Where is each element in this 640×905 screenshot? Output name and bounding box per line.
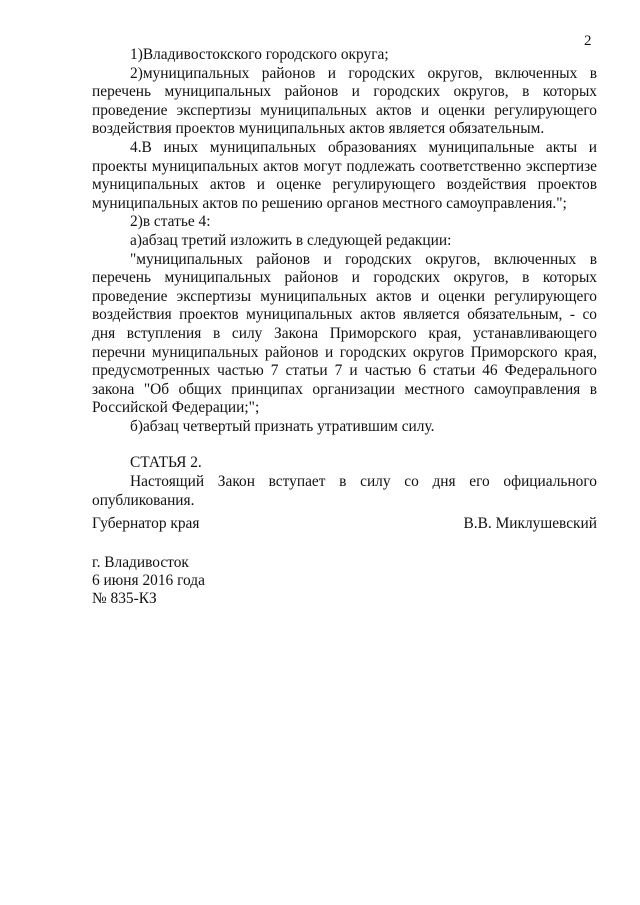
footer-date: 6 июня 2016 года bbox=[92, 572, 205, 589]
paragraph: 1)Владивостокского городского округа; bbox=[130, 46, 389, 63]
paragraph: б)абзац четвертый признать утратившим силу. bbox=[130, 417, 435, 435]
article-text: Настоящий Закон вступает в силу со дня его официального опубликования. bbox=[92, 473, 597, 509]
document-body bbox=[92, 46, 597, 510]
paragraph: 2)муниципальных районов и городских округов, включенных в перечень муниципальных районов и городских округов, в которых проведение экспертизы муниципальных актов и оценки регулирующего воздействия проектов муниципальных актов является обязательным. bbox=[92, 64, 597, 138]
signatory-name: В.В. Миклушевский bbox=[463, 515, 597, 532]
paragraph: а)абзац третий изложить в следующей редакции: bbox=[130, 231, 452, 249]
article-heading: СТАТЬЯ 2. bbox=[130, 454, 202, 472]
footer-city: г. Владивосток bbox=[92, 554, 189, 571]
signatory-position: Губернатор края bbox=[92, 515, 200, 532]
paragraph: 4.В иных муниципальных образованиях муниципальные акты и проекты муниципальных актов могут подлежать соответственно экспертизе муниципальных актов и оценке регулирующего воздействия проектов муниципальных актов по решению органов местного самоуправления."; bbox=[92, 138, 597, 212]
paragraph: 2)в статье 4: bbox=[130, 213, 211, 231]
footer-law-number: № 835-КЗ bbox=[92, 590, 157, 607]
paragraph: "муниципальных районов и городских округов, включенных в перечень муниципальных районов и городских округов, в которых проведение экспертизы муниципальных актов и оценки регулирующего воздействия проектов муниципальных актов является обязательным, - со дня вступления в силу Закона Приморского края, устанавливающего перечни муниципальных районов и городских округов Приморского края, предусмотренных частью 7 статьи 7 и частью 6 статьи 46 Федерального закона "Об общих принципах организации местного самоуправления в Российской Федерации;"; bbox=[92, 250, 597, 417]
document-footer bbox=[92, 554, 205, 608]
page-number: 2 bbox=[584, 33, 592, 49]
